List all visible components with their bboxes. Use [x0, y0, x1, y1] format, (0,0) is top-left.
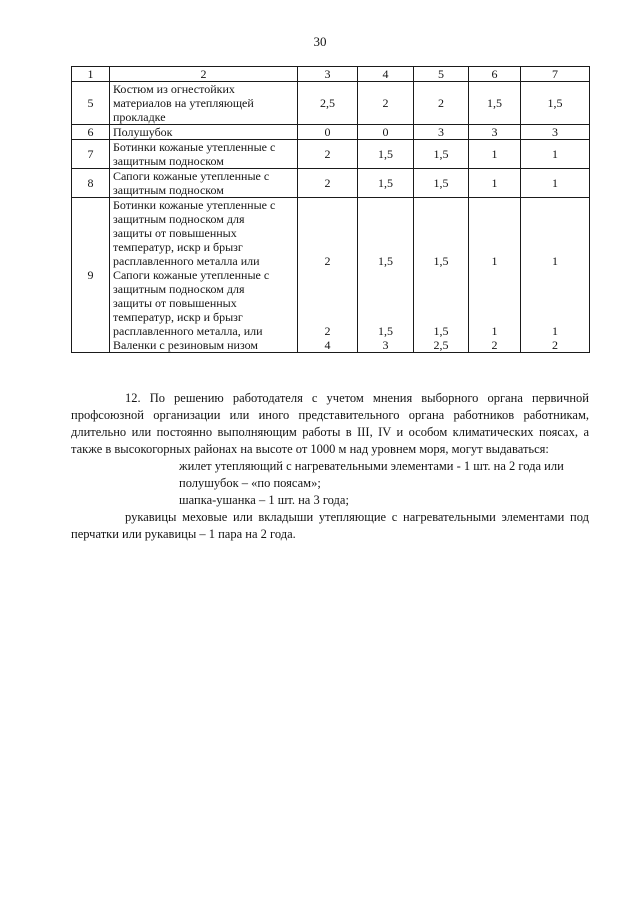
- item-name-line: расплавленного металла, или: [113, 324, 263, 338]
- value-cell: 3: [414, 125, 469, 140]
- header-cell: 1: [72, 67, 110, 82]
- value-cell: [414, 198, 469, 353]
- value-cell: 0: [358, 125, 414, 140]
- value-cell: [469, 198, 521, 353]
- item-name-line: материалов на утепляющей: [113, 96, 254, 110]
- item-name-line: прокладке: [113, 110, 166, 124]
- value-c: 2: [552, 338, 558, 352]
- item-name: [110, 169, 298, 198]
- value-c: 2: [491, 338, 498, 352]
- value-b: 1: [491, 324, 498, 338]
- item-name-line: защитным подноском: [113, 154, 224, 168]
- table-header-row: [72, 67, 590, 82]
- value-a: 2: [324, 254, 331, 268]
- value-c: 2,5: [433, 338, 449, 352]
- table-row: [72, 82, 590, 125]
- item-name-line: Сапоги кожаные утепленные с: [113, 169, 270, 183]
- value-a: 1,5: [378, 254, 393, 268]
- item-name-line: защиты от повышенных: [113, 296, 237, 310]
- value-cell: 1: [521, 169, 590, 198]
- value-cell: 2: [414, 82, 469, 125]
- value-b: 1,5: [378, 324, 393, 338]
- paragraph-intro: 12. По решению работодателя с учетом мнения выборного органа первичной профсоюзной организации или иного представительного органа работников работникам, длительно или постоянно выполняющим работы в III, IV и особом климатических поясах, а также в высокогорных районах на высоте от 1000 м над уровнем моря, могут выдаваться:: [71, 391, 589, 456]
- item-name-line: Сапоги кожаные утепленные с: [113, 268, 270, 282]
- table-row: [72, 140, 590, 169]
- value-cell: 0: [298, 125, 358, 140]
- header-cell: 3: [298, 67, 358, 82]
- value-b: 1: [552, 324, 558, 338]
- value-cell: [521, 198, 590, 353]
- value-b: 2: [324, 324, 331, 338]
- value-a: 1: [491, 254, 498, 268]
- value-cell: [298, 198, 358, 353]
- value-cell: 2: [298, 140, 358, 169]
- item-name-line: Валенки с резиновым низом: [113, 338, 259, 352]
- norms-table: [71, 66, 590, 353]
- item-name-line: температур, искр и брызг: [113, 240, 243, 254]
- list-item: жилет утепляющий с нагревательными элементами - 1 шт. на 2 года или: [179, 459, 564, 473]
- paragraph-last: рукавицы меховые или вкладыши утепляющие с нагревательными элементами под перчатки или рукавицы – 1 пара на 2 года.: [71, 510, 589, 541]
- list-item: шапка-ушанка – 1 шт. на 3 года;: [179, 493, 349, 507]
- value-c: 3: [382, 338, 389, 352]
- value-cell: 1,5: [521, 82, 590, 125]
- value-b: 1,5: [433, 324, 449, 338]
- item-name-line: Полушубок: [113, 125, 173, 139]
- header-cell: 2: [110, 67, 298, 82]
- item-name-line: защитным подноском для: [113, 212, 245, 226]
- row-number: 6: [72, 125, 110, 140]
- item-name-line: защитным подноском: [113, 183, 224, 197]
- value-cell: 1: [469, 169, 521, 198]
- row-number: 9: [72, 198, 110, 353]
- list-item: полушубок – «по поясам»;: [179, 476, 321, 490]
- value-cell: 2: [298, 169, 358, 198]
- row-number: 7: [72, 140, 110, 169]
- page-number: 30: [313, 34, 327, 49]
- item-name-line: защитным подноском для: [113, 282, 245, 296]
- item-name: [110, 125, 298, 140]
- item-name: [110, 140, 298, 169]
- value-cell: 1,5: [414, 140, 469, 169]
- item-name-line: температур, искр и брызг: [113, 310, 243, 324]
- value-cell: 1,5: [358, 169, 414, 198]
- paragraph-12: [71, 390, 589, 543]
- value-cell: 1: [521, 140, 590, 169]
- value-cell: 1,5: [469, 82, 521, 125]
- value-cell: 1: [469, 140, 521, 169]
- value-cell: 3: [469, 125, 521, 140]
- header-cell: 7: [521, 67, 590, 82]
- value-cell: 2,5: [298, 82, 358, 125]
- item-name-line: Костюм из огнестойких: [113, 82, 235, 96]
- item-name-line: Ботинки кожаные утепленные с: [113, 198, 276, 212]
- item-name: [110, 82, 298, 125]
- item-name: [110, 198, 298, 353]
- value-cell: 1,5: [358, 140, 414, 169]
- value-a: 1,5: [433, 254, 449, 268]
- item-name-line: Ботинки кожаные утепленные с: [113, 140, 276, 154]
- table-row: [72, 169, 590, 198]
- header-cell: 4: [358, 67, 414, 82]
- row-number: 5: [72, 82, 110, 125]
- value-cell: 2: [358, 82, 414, 125]
- value-c: 4: [324, 338, 331, 352]
- table-row: [72, 198, 590, 353]
- row-number: 8: [72, 169, 110, 198]
- header-cell: 5: [414, 67, 469, 82]
- item-name-line: расплавленного металла или: [113, 254, 260, 268]
- value-cell: [358, 198, 414, 353]
- table-row: [72, 125, 590, 140]
- value-cell: 3: [521, 125, 590, 140]
- header-cell: 6: [469, 67, 521, 82]
- value-cell: 1,5: [414, 169, 469, 198]
- value-a: 1: [552, 254, 558, 268]
- item-name-line: защиты от повышенных: [113, 226, 237, 240]
